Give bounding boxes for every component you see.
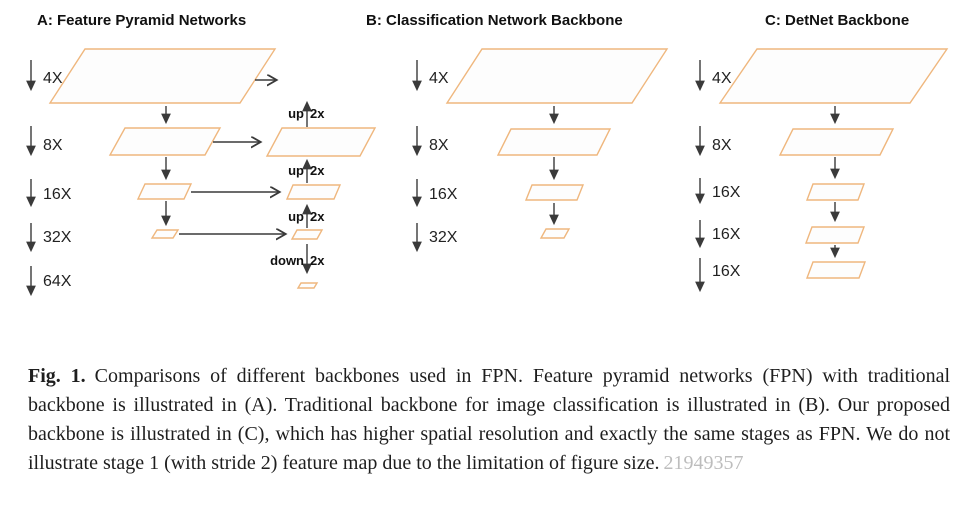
feature-map-b-8x xyxy=(498,129,610,155)
op-factor-a-2: 2x xyxy=(310,163,325,178)
op-factor-a-3: 2x xyxy=(310,209,325,224)
panel-c-title: C: DetNet Backbone xyxy=(765,12,910,29)
op-word-a-3: up xyxy=(288,209,304,224)
stride-label-c-16x-2: 16X xyxy=(712,226,741,243)
op-word-a-2: up xyxy=(288,163,304,178)
stride-label-c-16x-1: 16X xyxy=(712,184,741,201)
feature-map-a-backbone-32x xyxy=(152,230,178,238)
op-word-a-4: down xyxy=(270,253,304,268)
stride-label-b-16x: 16X xyxy=(429,186,458,203)
stride-label-c-8x: 8X xyxy=(712,137,732,154)
feature-map-a-pyramid-8x xyxy=(267,128,375,156)
stride-label-a-16x: 16X xyxy=(43,186,72,203)
feature-map-c-16x-3 xyxy=(807,262,865,278)
feature-map-c-16x-2 xyxy=(806,227,864,243)
feature-map-c-16x-1 xyxy=(807,184,864,200)
feature-map-c-4x xyxy=(720,49,947,103)
figure-number: Fig. 1. xyxy=(28,365,86,387)
feature-map-a-pyramid-32x xyxy=(292,230,322,239)
stride-label-a-4x: 4X xyxy=(43,70,63,87)
figure-caption xyxy=(28,362,950,478)
feature-map-b-32x xyxy=(541,229,569,238)
op-word-a-1: up xyxy=(288,106,304,121)
stride-label-a-8x: 8X xyxy=(43,137,63,154)
stride-label-c-16x-3: 16X xyxy=(712,263,741,280)
feature-map-c-8x xyxy=(780,129,893,155)
feature-map-a-pyramid-64x xyxy=(298,283,317,288)
feature-map-b-16x xyxy=(526,185,583,200)
stride-label-c-4x: 4X xyxy=(712,70,732,87)
feature-map-a-backbone-16x xyxy=(138,184,191,199)
stride-label-b-32x: 32X xyxy=(429,229,458,246)
op-factor-a-1: 2x xyxy=(310,106,325,121)
feature-map-b-4x xyxy=(447,49,667,103)
stride-label-a-64x: 64X xyxy=(43,273,72,290)
feature-map-a-backbone-4x xyxy=(50,49,275,103)
figure-caption-text: Comparisons of different backbones used in FPN. Feature pyramid networks (FPN) with traditional backbone is illustrated in (A). Traditional backbone for image classification is illustrated in (B). Our proposed backbone is illustrated in (C), which has higher spatial resolution and exactly the same stages as FPN. We do not illustrate stage 1 (with stride 2) feature map due to the limitation of figure size. xyxy=(28,365,951,474)
op-factor-a-4: 2x xyxy=(310,253,325,268)
stride-label-a-32x: 32X xyxy=(43,229,72,246)
panel-a-title: A: Feature Pyramid Networks xyxy=(37,12,247,29)
feature-map-a-backbone-8x xyxy=(110,128,220,155)
watermark: 21949357 xyxy=(663,452,744,474)
stride-label-b-8x: 8X xyxy=(429,137,449,154)
stride-label-b-4x: 4X xyxy=(429,70,449,87)
feature-map-a-pyramid-16x xyxy=(287,185,340,199)
panel-b-title: B: Classification Network Backbone xyxy=(366,12,623,29)
